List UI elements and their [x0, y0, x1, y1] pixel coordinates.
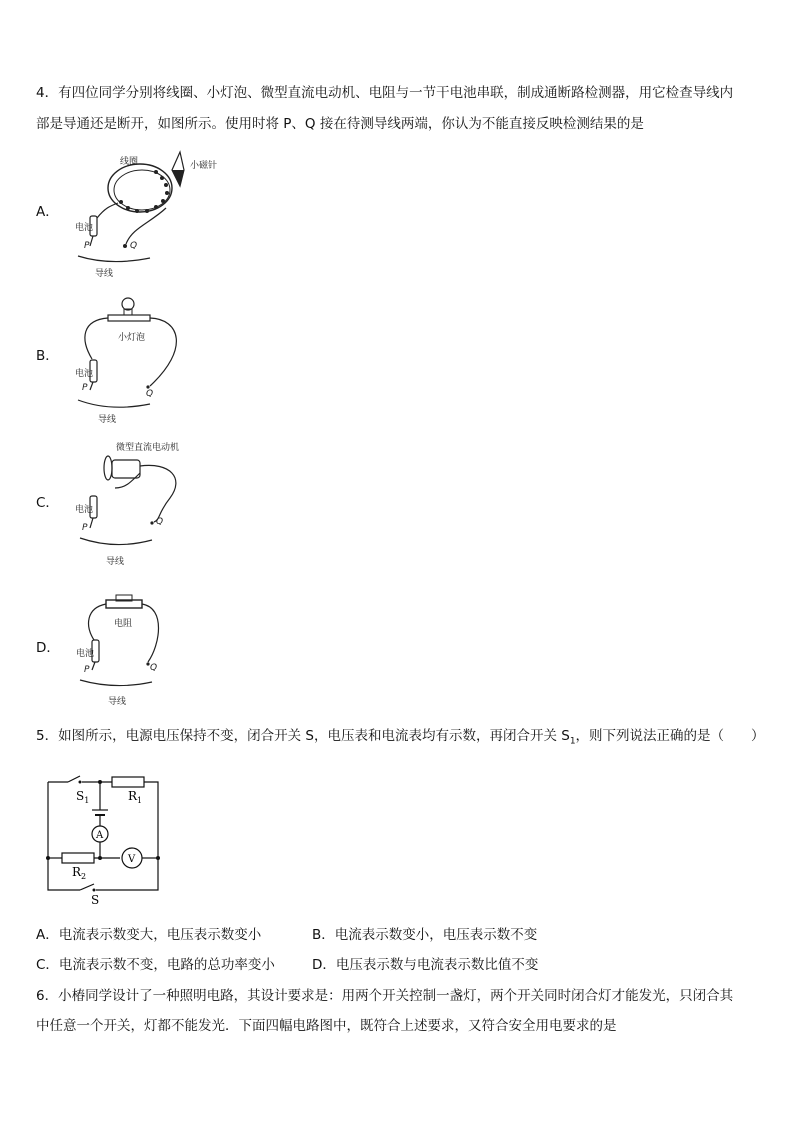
coil-label: 线圈: [120, 157, 139, 167]
q4-stem-line1: 4．有四位同学分别将线圈、小灯泡、微型直流电动机、电阻与一节干电池串联，制成通断路检测器，用它检查导线内: [36, 85, 734, 101]
q5-option-b: B．电流表示数变小，电压表示数不变: [312, 927, 538, 943]
battery-label-a: 电池: [75, 223, 94, 233]
ammeter-label: A: [96, 830, 104, 841]
resistor-label: 电阻: [114, 619, 133, 629]
wire-label-c: 导线: [106, 557, 125, 567]
svg-text:Q: Q: [156, 517, 164, 527]
q4-option-a-label: A．: [36, 204, 59, 220]
svg-text:Q: Q: [130, 241, 138, 251]
battery-label-b: 电池: [75, 369, 94, 379]
battery-label-c: 电池: [75, 505, 94, 515]
q6-stem-line1: 6．小椿同学设计了一种照明电路，其设计要求是：用两个开关控制一盏灯，两个开关同时闭合灯才能发光，只闭合其: [36, 988, 734, 1004]
q4-stem-line2: 部是导通还是断开，如图所示。使用时将 P、Q 接在待测导线两端，你认为不能直接反映检测结果的是: [36, 116, 644, 132]
switch-s-label: S: [91, 893, 100, 907]
battery-label-d: 电池: [76, 649, 95, 659]
bulb-label: 小灯泡: [118, 333, 146, 343]
voltmeter-label: V: [128, 854, 136, 865]
wire-label-b: 导线: [98, 415, 117, 425]
q5-option-c: C．电流表示数不变，电路的总功率变小: [36, 957, 275, 973]
svg-text:P: P: [84, 665, 90, 675]
q5-option-a: A．电流表示数变大，电压表示数变小: [36, 927, 262, 943]
switch-s1-label: $S_1$: [76, 789, 90, 805]
q4-option-c-label: C．: [36, 495, 59, 511]
motor-label: 微型直流电动机: [116, 443, 180, 453]
q6-stem-line2: 中任意一个开关，灯都不能发光．下面四幅电路图中，既符合上述要求，又符合安全用电要求的是: [36, 1018, 617, 1034]
wire-label-a: 导线: [95, 269, 114, 278]
svg-text:P: P: [82, 383, 88, 393]
svg-text:Q: Q: [150, 663, 158, 673]
resistor-r2-label: $R_2$: [72, 865, 87, 881]
q4-option-d-label: D．: [36, 640, 60, 656]
q5-option-d: D．电压表示数与电流表示数比值不变: [312, 957, 539, 973]
wire-label-d: 导线: [108, 697, 127, 707]
q5-stem: 5．如图所示，电源电压保持不变，闭合开关 S，电压表和电流表均有示数，再闭合开关 $S_1$，则下列说法正确的是（ ）: [36, 728, 765, 747]
svg-text:Q: Q: [146, 389, 154, 399]
q4-figure-c-motor: [70, 438, 230, 573]
q4-option-b-label: B．: [36, 348, 59, 364]
svg-text:P: P: [84, 241, 90, 251]
q4-figure-d-resistor: [70, 590, 220, 710]
compass-label: 小磁针: [190, 161, 218, 171]
q5-circuit-diagram: [40, 768, 170, 908]
q4-figure-b-bulb: [70, 294, 220, 429]
svg-text:P: P: [82, 523, 88, 533]
q4-figure-a-coil-compass: [70, 148, 220, 278]
resistor-r1-label: $R_1$: [128, 789, 143, 805]
